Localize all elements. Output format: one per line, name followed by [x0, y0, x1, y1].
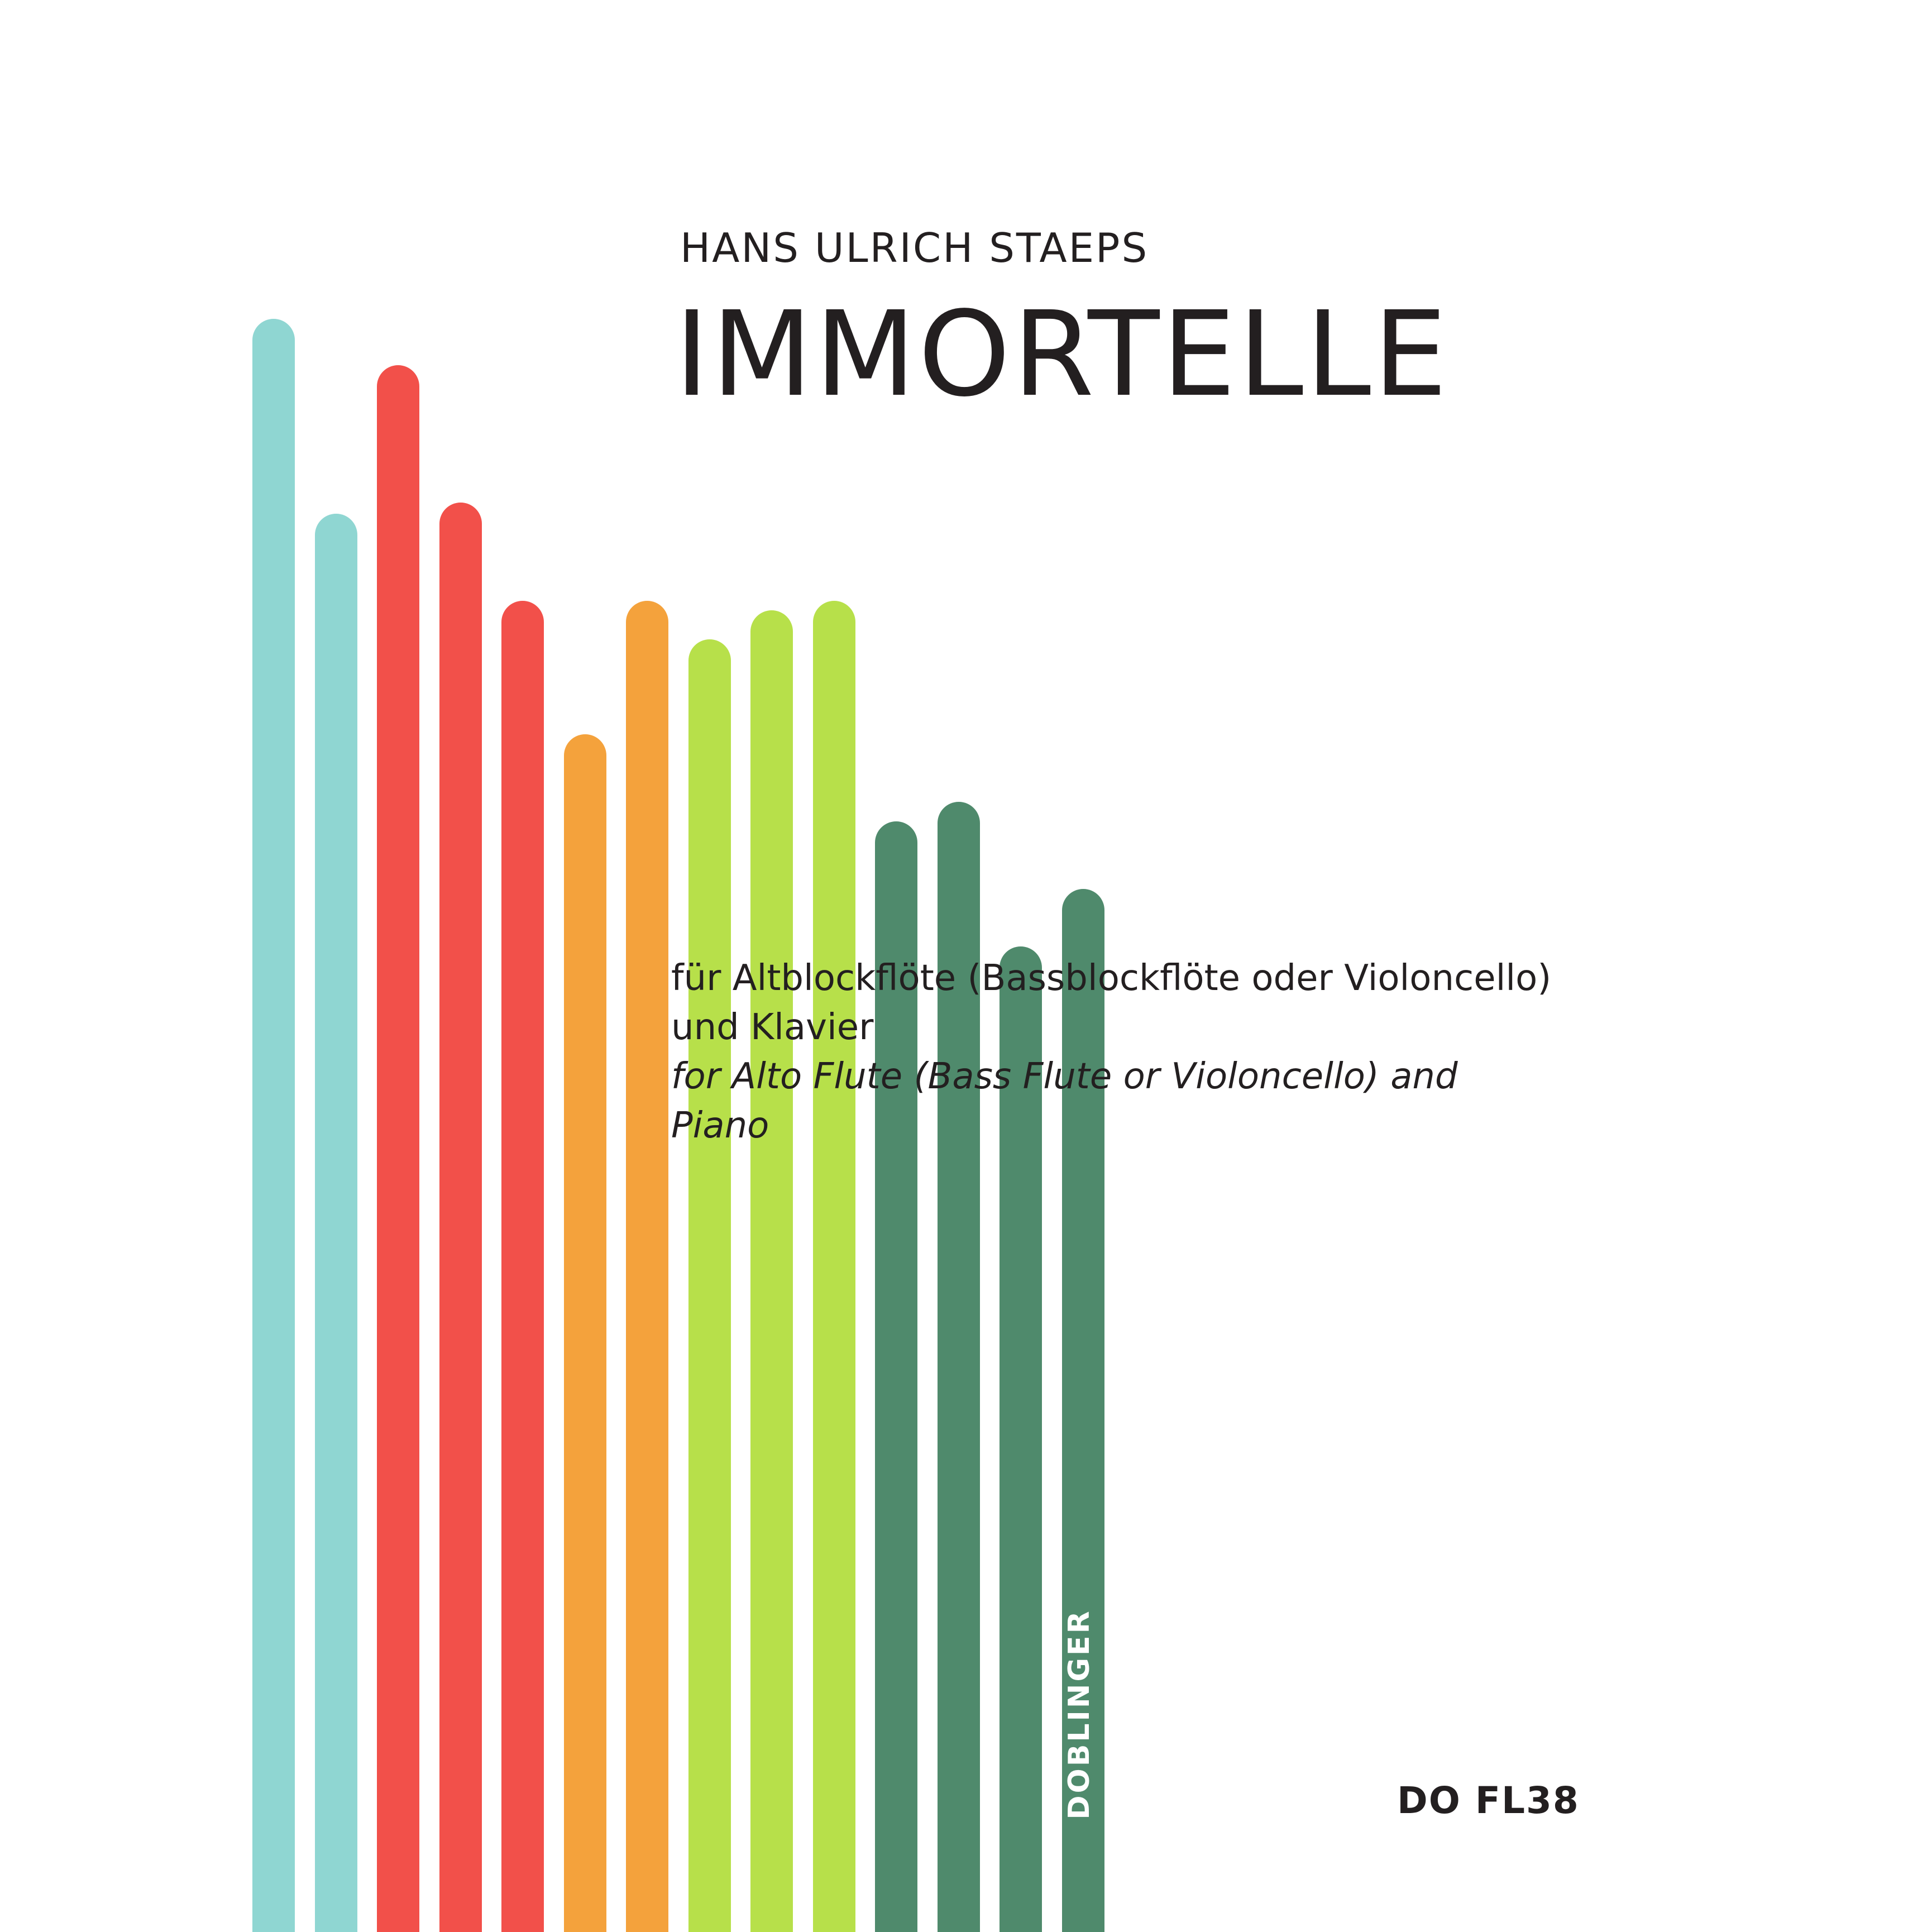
bar-8: [688, 639, 731, 1932]
bar-1: [252, 319, 295, 1932]
bar-10: [813, 601, 855, 1932]
bar-9: [750, 610, 793, 1932]
bar-6: [564, 734, 606, 1932]
bar-4: [439, 503, 482, 1932]
instrumentation-en-line1: for Alto Flute (Bass Flute or Violoncello) and: [671, 1056, 1458, 1097]
instrumentation: [671, 954, 1551, 1150]
catalog-number: DO FL38: [1397, 1779, 1580, 1822]
bar-7: [626, 601, 668, 1932]
instrumentation-de-line1: für Altblockflöte (Bassblockflöte oder Violoncello): [671, 958, 1552, 999]
composer-name: HANS ULRICH STAEPS: [680, 224, 1149, 271]
instrumentation-en-line2: Piano: [671, 1105, 769, 1146]
bar-3: [377, 365, 419, 1932]
bar-5: [501, 601, 544, 1932]
work-title: IMMORTELLE: [675, 286, 1450, 423]
bar-2: [315, 514, 357, 1932]
instrumentation-de-line2: und Klavier: [671, 1007, 874, 1048]
publisher-logo: DOBLINGER: [1063, 1609, 1096, 1820]
